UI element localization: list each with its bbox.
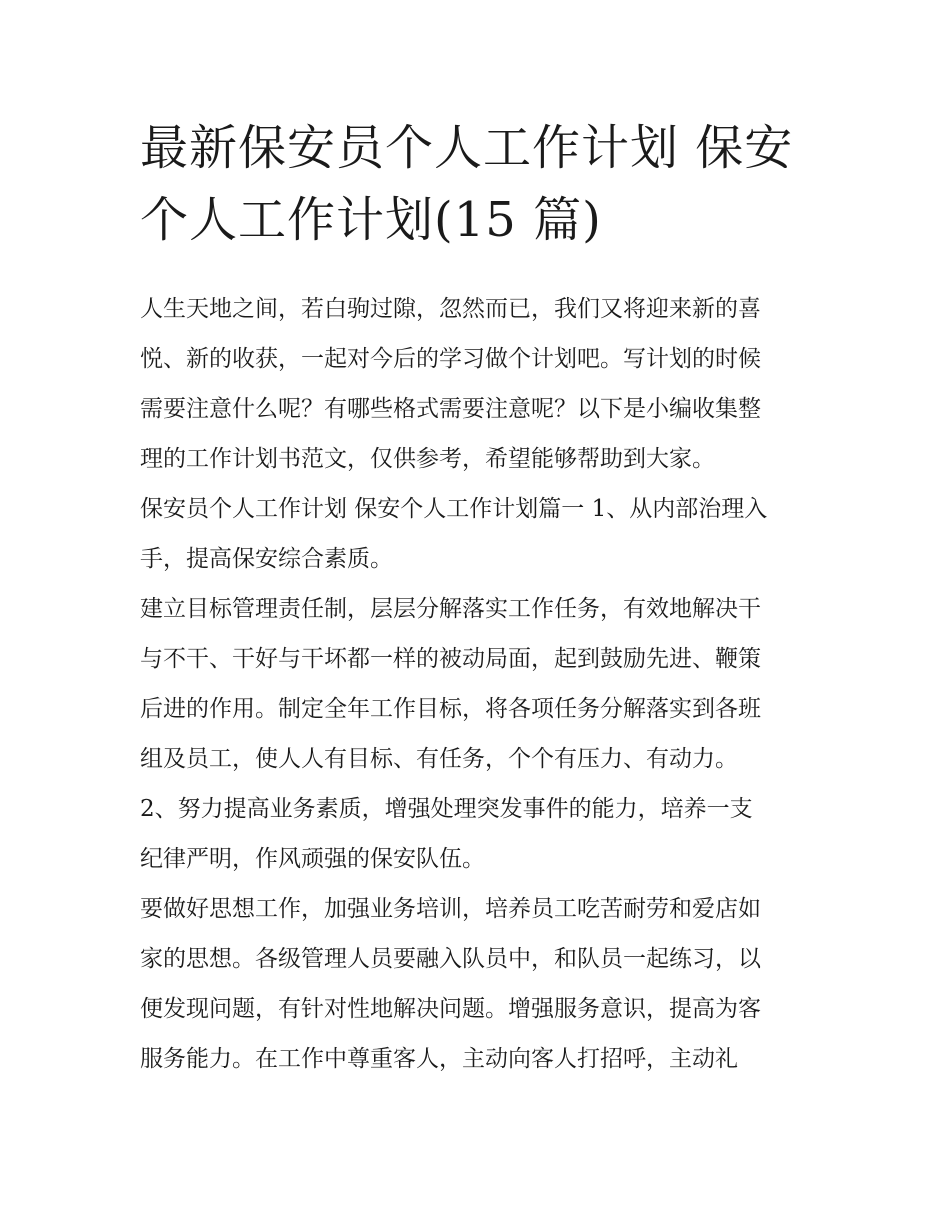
document-body	[140, 284, 820, 1084]
document-title: 最新保安员个人工作计划 保安 个人工作计划(15 篇)	[140, 120, 794, 248]
paragraph-section-one: 保安员个人工作计划 保安个人工作计划篇一 1、从内部治理入 手，提高保安综合素质。	[140, 496, 768, 572]
paragraph-responsibility: 建立目标管理责任制，层层分解落实工作任务，有效地解决干 与不干、干好与干坏都一样的被动局面，起到鼓励先进、鞭策 后进的作用。制定全年工作目标，将各项任务分解落实到各班 组及员工，使人人有目标、有任务，个个有压力、有动力。	[140, 596, 761, 772]
document-page	[140, 112, 820, 1084]
paragraph-intro: 人生天地之间，若白驹过隙，忽然而已，我们又将迎来新的喜 悦、新的收获，一起对今后的学习做个计划吧。写计划的时候 需要注意什么呢？有哪些格式需要注意呢？以下是小编收集整 理的工作计划书范文，仅供参考，希望能够帮助到大家。	[140, 296, 761, 472]
paragraph-training: 要做好思想工作，加强业务培训，培养员工吃苦耐劳和爱店如 家的思想。各级管理人员要融入队员中，和队员一起练习，以 便发现问题，有针对性地解决问题。增强服务意识，提高为客 服务能力。在工作中尊重客人，主动向客人打招呼，主动礼	[140, 896, 761, 1072]
paragraph-section-two: 2、努力提高业务素质，增强处理突发事件的能力，培养一支 纪律严明，作风顽强的保安队伍。	[140, 796, 753, 872]
